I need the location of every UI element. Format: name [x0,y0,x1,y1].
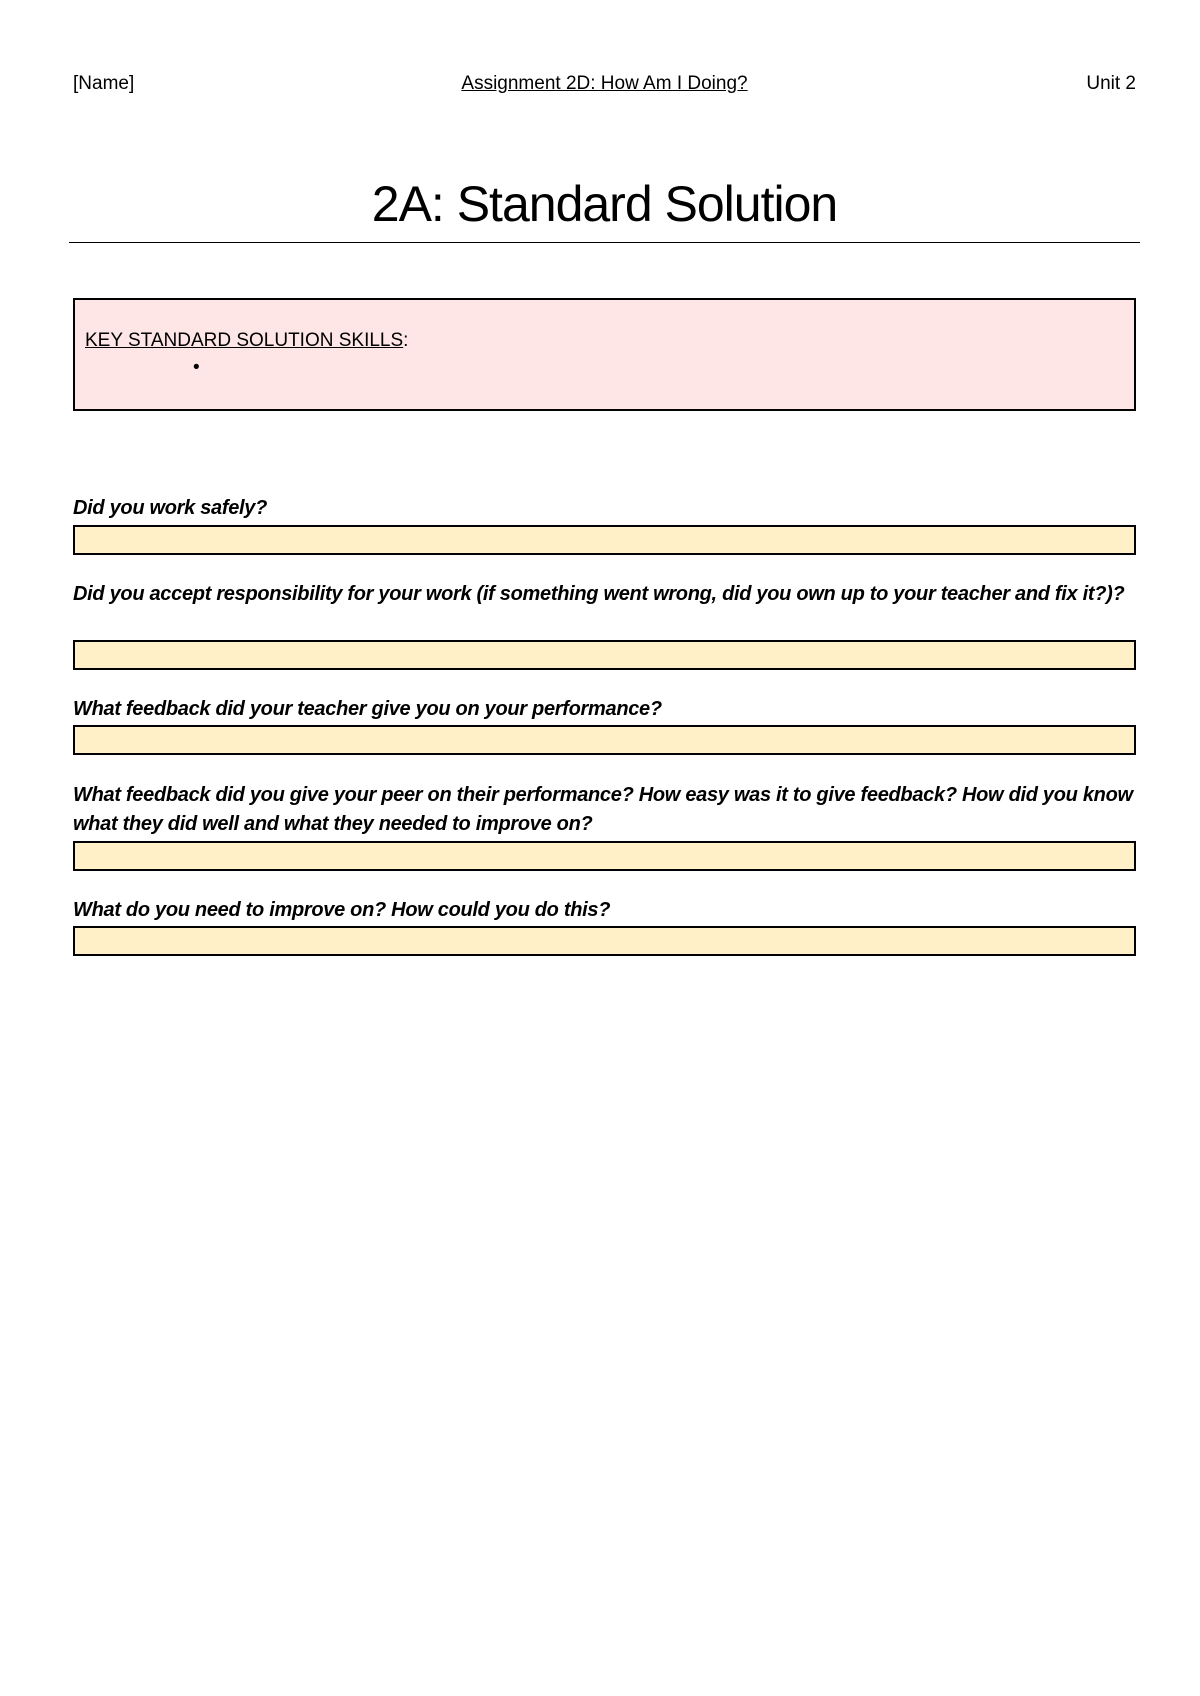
title-divider [69,242,1140,243]
answer-responsibility[interactable] [73,640,1136,670]
key-skills-bullet[interactable]: • [193,357,200,378]
page-title: 2A: Standard Solution [371,176,838,232]
key-skills-colon: : [403,330,409,351]
page-header [73,73,1136,99]
answer-improvement[interactable] [73,926,1136,956]
assignment-title: Assignment 2D: How Am I Doing? [461,73,748,94]
question-responsibility: Did you accept responsibility for your work (if something went wrong, did you own up to your teacher and fix it?)? [73,583,1125,605]
question-improvement: What do you need to improve on? How could you do this? [73,899,611,921]
answer-teacher-feedback[interactable] [73,725,1136,755]
key-skills-heading [85,330,408,352]
question-peer-feedback: What feedback did you give your peer on their performance? How easy was it to give feedback? How did you know what they did well and what they needed to improve on? [73,784,1133,835]
unit-label: Unit 2 [1086,73,1136,94]
name-placeholder: [Name] [73,73,135,94]
question-teacher-feedback: What feedback did your teacher give you on your performance? [73,698,662,720]
question-work-safely: Did you work safely? [73,497,268,519]
answer-work-safely[interactable] [73,525,1136,555]
answer-peer-feedback[interactable] [73,841,1136,871]
key-skills-heading-text: KEY STANDARD SOLUTION SKILLS [85,330,404,351]
key-skills-box [73,298,1136,411]
